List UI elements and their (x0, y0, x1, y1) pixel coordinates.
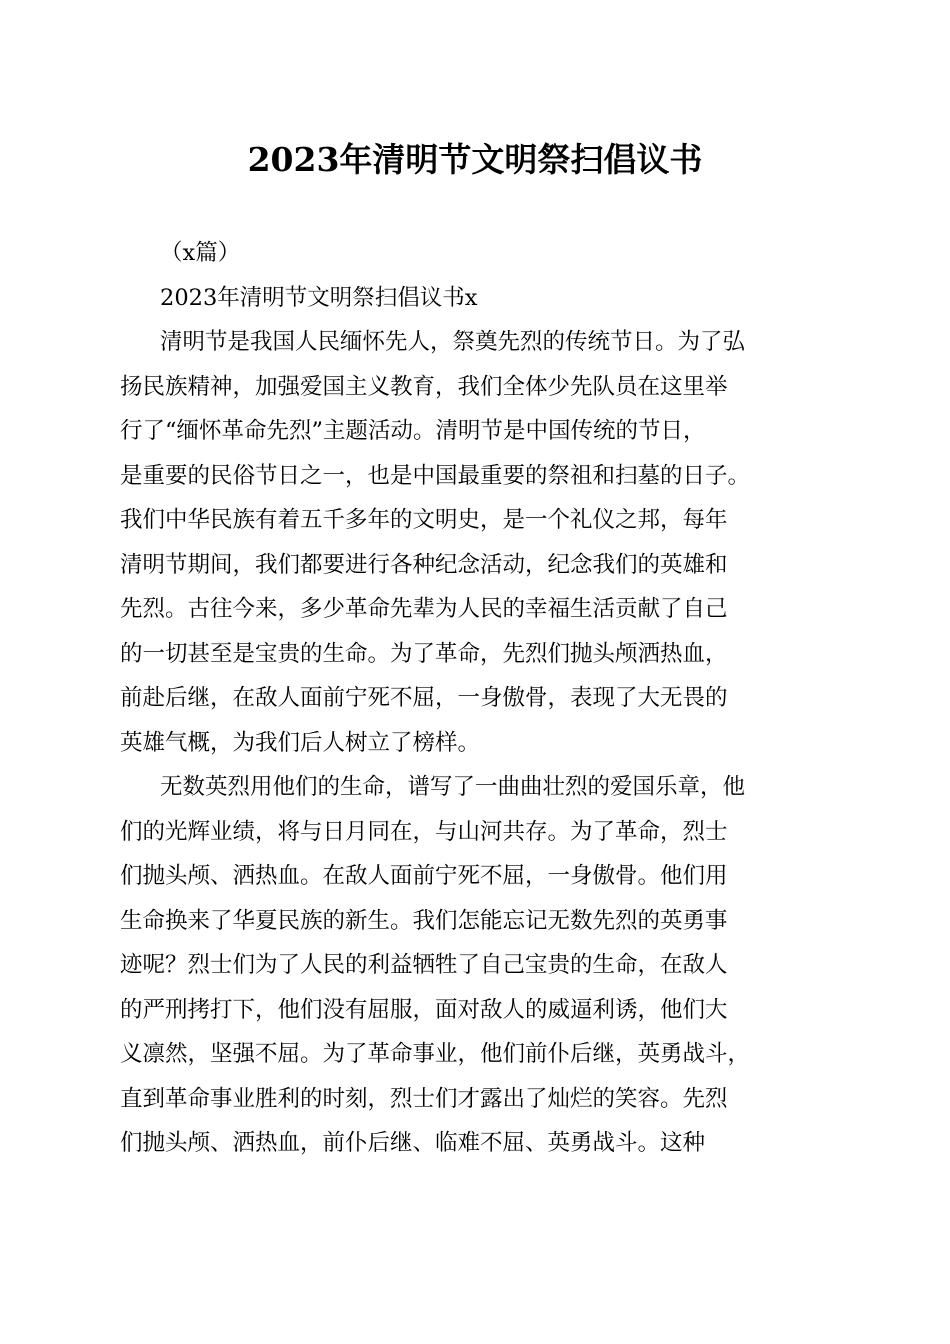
paragraph-line: 生命换来了华夏民族的新生。我们怎能忘记无数先烈的英勇事 (120, 908, 728, 934)
paragraph-line: 清明节是我国人民缅怀先人，祭奠先烈的传统节日。为了弘 (160, 329, 746, 355)
paragraph-line: 行了“缅怀革命先烈”主题活动。清明节是中国传统的节日， (120, 418, 706, 444)
paragraph-line: 们抛头颅、洒热血。在敌人面前宁死不屈，一身傲骨。他们用 (120, 863, 728, 889)
document-title: 2023年清明节文明祭扫倡议书 (247, 140, 703, 179)
paragraph-line: 的严刑拷打下，他们没有屈服，面对敌人的威逼利诱，他们大 (120, 997, 728, 1023)
paragraph-line: 先烈。古往今来，多少革命先辈为人民的幸福生活贡献了自己 (120, 596, 728, 622)
paragraph-line: 们抛头颅、洒热血，前仆后继、临难不屈、英勇战斗。这种 (120, 1130, 706, 1156)
paragraph-line: 扬民族精神，加强爱国主义教育，我们全体少先队员在这里举 (120, 374, 728, 400)
paragraph-line: 直到革命事业胜利的时刻，烈士们才露出了灿烂的笑容。先烈 (120, 1086, 728, 1112)
paragraph-line: 迹呢？烈士们为了人民的利益牺牲了自己宝贵的生命，在敌人 (120, 952, 728, 978)
section-heading: 2023年清明节文明祭扫倡议书x (160, 285, 478, 311)
paragraph-line: 的一切甚至是宝贵的生命。为了革命，先烈们抛头颅洒热血， (120, 641, 728, 667)
paragraph-line: 无数英烈用他们的生命，谱写了一曲曲壮烈的爱国乐章，他 (160, 774, 746, 800)
paragraph-line: 英雄气概，为我们后人树立了榜样。 (120, 730, 481, 756)
paragraph-line: 是重要的民俗节日之一，也是中国最重要的祭祖和扫墓的日子。 (120, 463, 751, 489)
paragraph-line: 清明节期间，我们都要进行各种纪念活动，纪念我们的英雄和 (120, 552, 728, 578)
paragraph-line: 义凛然，坚强不屈。为了革命事业，他们前仆后继，英勇战斗， (120, 1041, 751, 1067)
paragraph-line: 们的光辉业绩，将与日月同在，与山河共存。为了革命，烈士 (120, 819, 728, 845)
paragraph-line: 前赴后继，在敌人面前宁死不屈，一身傲骨，表现了大无畏的 (120, 685, 728, 711)
paragraph-line: 我们中华民族有着五千多年的文明史，是一个礼仪之邦，每年 (120, 507, 728, 533)
document-subtitle: （x篇） (160, 240, 241, 266)
